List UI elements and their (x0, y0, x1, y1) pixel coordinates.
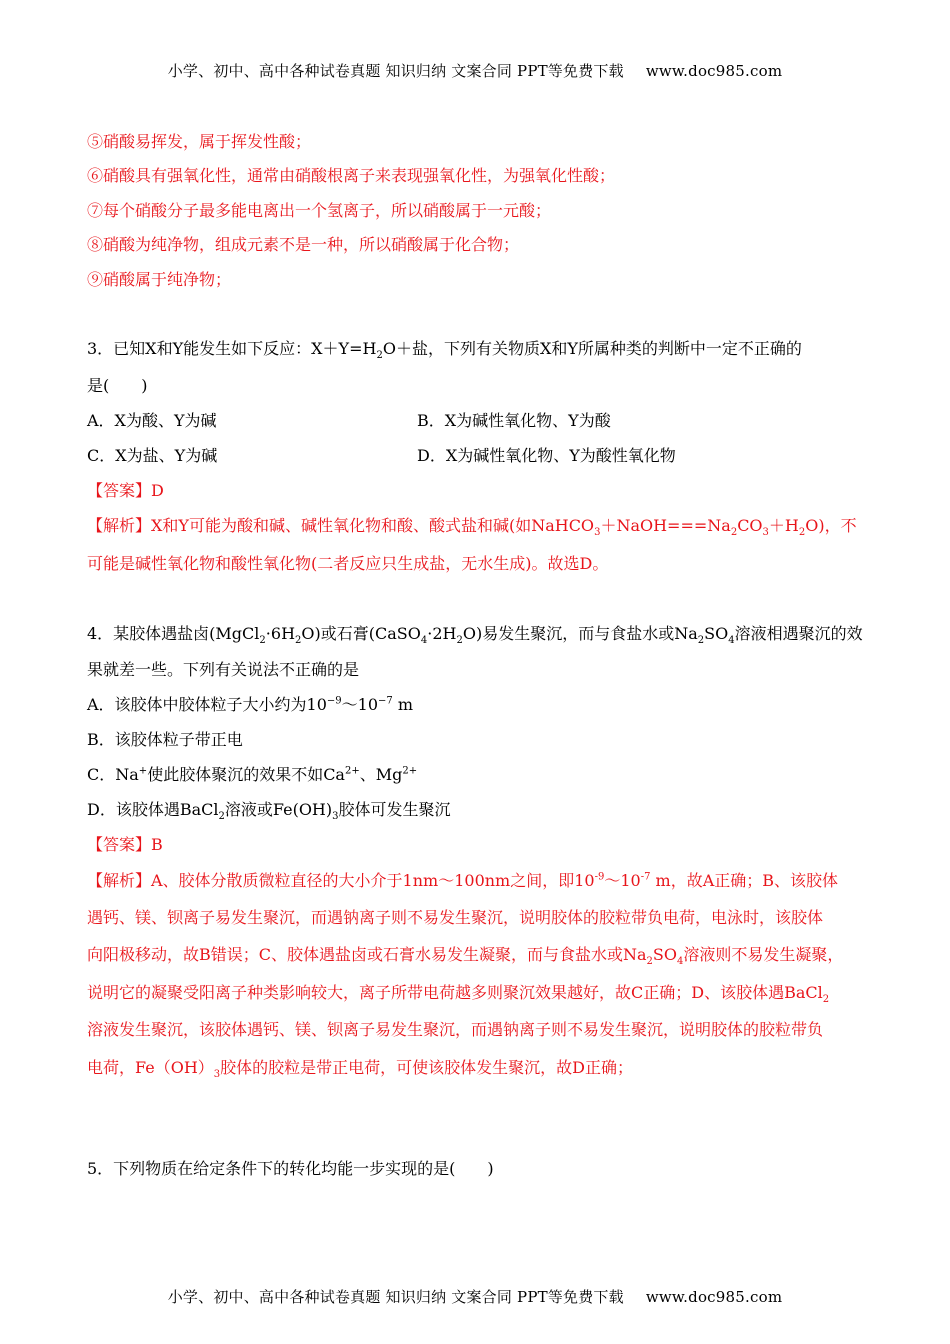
q4-analysis-line6: 电荷，$Fe(OH)_3$胶体的胶粒是带正电荷，可使该胶体发生聚沉，故D正确； (87, 1058, 633, 1081)
q4-analysis-line2: 遇钙、镁、钡离子易发生聚沉，而遇钠离子则不易发生聚沉，说明胶体的胶粒带负电荷，电泳时，该胶体 (87, 908, 824, 927)
q4-analysis-line3: 向阳极移动，故B错误；C、胶体遇盐卤或石膏水易发生凝聚，而与食盐水或$Na_2SO_4$溶液则不易发生凝聚， (87, 945, 844, 968)
page-header (0, 60, 950, 81)
q3-option-d: D．X为碱性氧化物、Y为酸性氧化物 (417, 446, 676, 465)
header-url[interactable]: www.doc985.com (645, 62, 783, 80)
q4-option-c: C．Na+使此胶体聚沉的效果不如$Ca^{2+}$、$Mg^{2+}$ (87, 765, 418, 784)
q4-stem-line2: 果就差一些。下列有关说法不正确的是 (87, 660, 360, 679)
q3-option-b: B．X为碱性氧化物、Y为酸 (417, 411, 611, 430)
point-8: ⑧硝酸为纯净物，组成元素不是一种，所以硝酸属于化合物； (87, 235, 520, 254)
q4-stem: 4．某胶体遇盐卤$(MgCl_2\cdot 6H_2O)$或石膏$(CaSO_4\cdot 2H_2O)$易发生聚沉，而与食盐水或$Na_2SO_4$溶液相遇聚沉的效 (87, 624, 863, 647)
q4-answer: 【答案】B (87, 835, 163, 854)
point-5: ⑤硝酸易挥发，属于挥发性酸； (87, 132, 312, 151)
q4-analysis-line4: 说明它的凝聚受阳离子种类影响较大，离子所带电荷越多则聚沉效果越好，故C正确；D、该胶体遇BaCl$_2$ (87, 983, 830, 1006)
point-7: ⑦每个硝酸分子最多能电离出一个氢离子，所以硝酸属于一元酸； (87, 201, 552, 220)
q3-stem-line2: 是( ) (87, 376, 148, 395)
footer-url[interactable]: www.doc985.com (645, 1288, 783, 1306)
q4-analysis-line5: 溶液发生聚沉，该胶体遇钙、镁、钡离子易发生聚沉，而遇钠离子则不易发生聚沉，说明胶体的胶粒带负 (87, 1020, 824, 1039)
header-text: 小学、初中、高中各种试卷真题 知识归纳 文案合同 PPT等免费下载 (167, 62, 624, 80)
q3-option-a: A．X为酸、Y为碱 (87, 411, 217, 430)
point-9: ⑨硝酸属于纯净物； (87, 270, 232, 289)
point-6: ⑥硝酸具有强氧化性，通常由硝酸根离子来表现强氧化性，为强氧化性酸； (87, 166, 616, 185)
q4-option-b: B．该胶体粒子带正电 (87, 730, 243, 749)
q3-answer: 【答案】D (87, 481, 164, 500)
q4-option-d: D．该胶体遇BaCl$_2$溶液或$Fe(OH)_3$胶体可发生聚沉 (87, 800, 451, 823)
footer-text: 小学、初中、高中各种试卷真题 知识归纳 文案合同 PPT等免费下载 (167, 1288, 624, 1306)
q5-stem: 5．下列物质在给定条件下的转化均能一步实现的是( ) (87, 1159, 494, 1178)
q3-analysis-line1: 【解析】X和Y可能为酸和碱、碱性氧化物和酸、酸式盐和碱(如$NaHCO_3+NaOH===Na_2CO_3+H_2O$)，不 (87, 516, 857, 539)
q3-option-c: C．X为盐、Y为碱 (87, 446, 218, 465)
q3-analysis-line2: 可能是碱性氧化物和酸性氧化物(二者反应只生成盐，无水生成)。故选D。 (87, 554, 609, 573)
q4-option-a: A．该胶体中胶体粒子大小约为$10^{-9}\sim 10^{-7}$ m (87, 695, 414, 714)
page-footer (0, 1286, 950, 1307)
q4-analysis-line1: 【解析】A、胶体分散质微粒直径的大小介于1nm～100nm之间，即$10^{-9}\sim 10^{-7}$ m，故A正确；B、该胶体 (87, 871, 839, 890)
q3-stem: 3．已知X和Y能发生如下反应：$X+Y=H_2O+$盐，下列有关物质X和Y所属种类的判断中一定不正确的 (87, 339, 802, 362)
